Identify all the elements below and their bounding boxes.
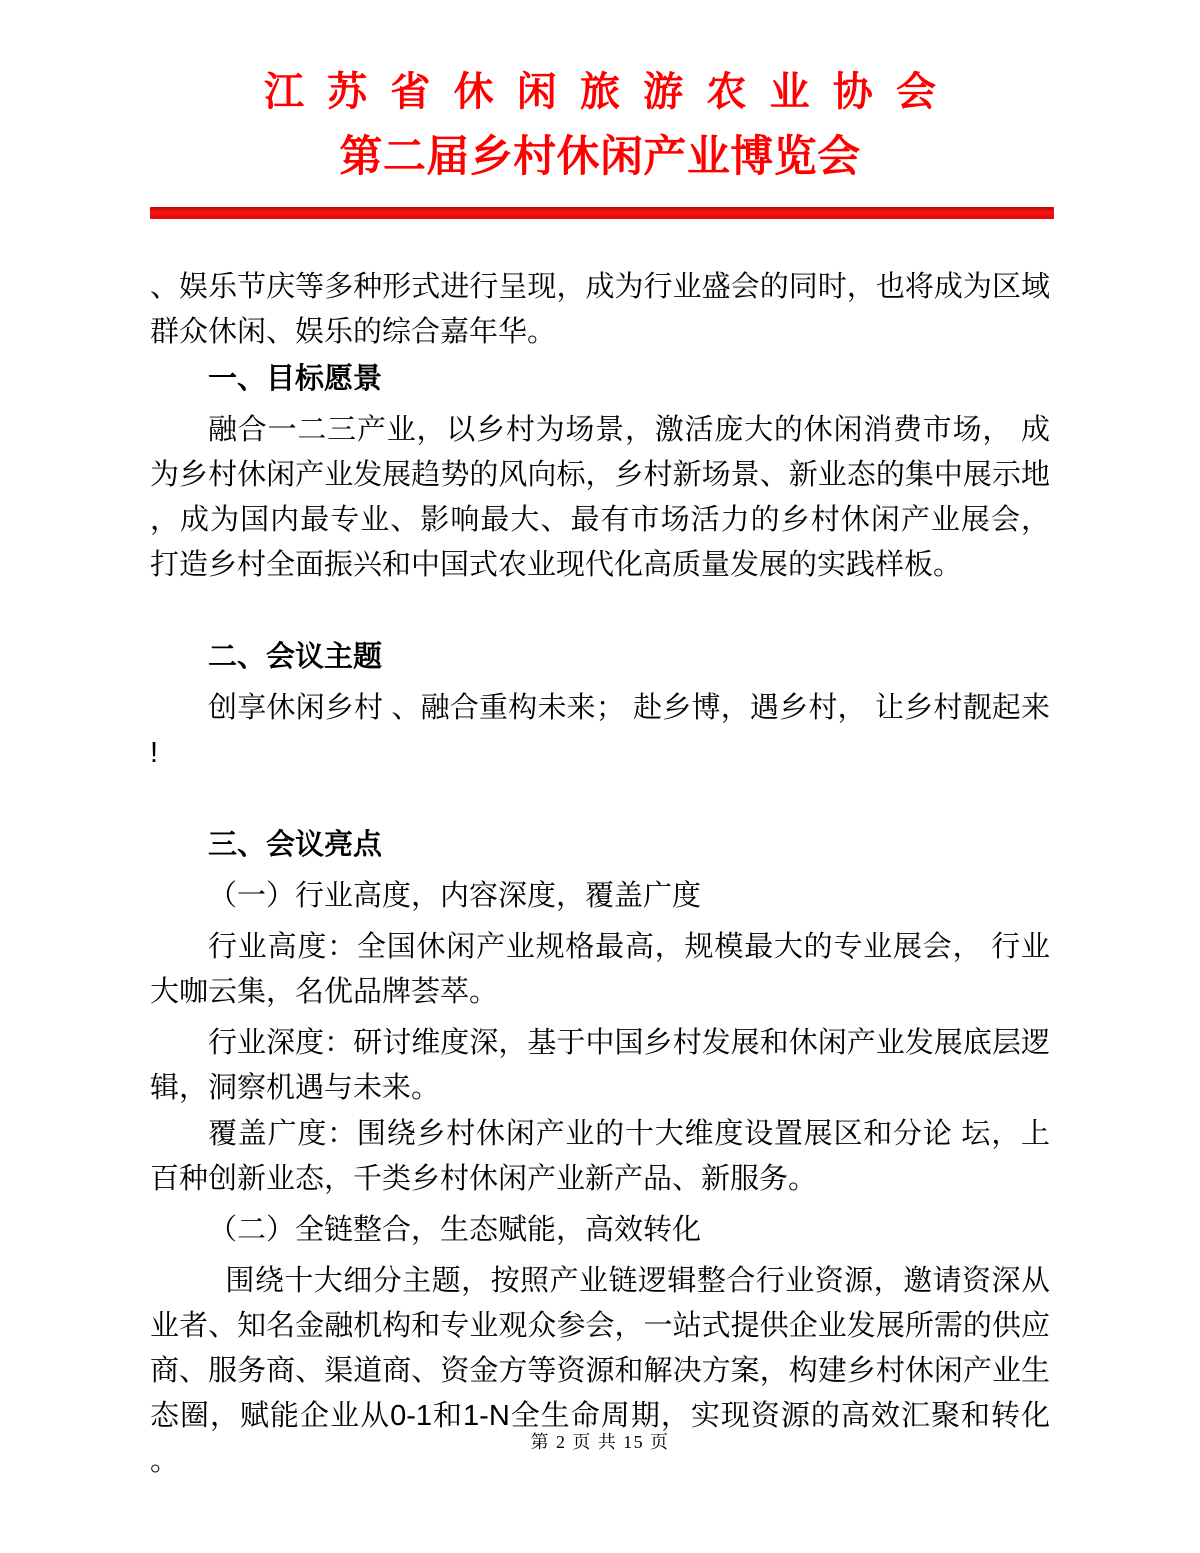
header-divider-rule bbox=[150, 207, 1054, 219]
document-title-line1: 江苏省休闲旅游农业协会 bbox=[263, 70, 960, 114]
paragraph-industry-depth: 行业深度：研讨维度深，基于中国乡村发展和休闲产业发展底层逻辑，洞察机遇与未来。 bbox=[150, 1027, 1050, 1104]
subsection-heading-2: （二）全链整合，生态赋能，高效转化 bbox=[208, 1214, 702, 1246]
paragraph-theme: 创享休闲乡村 、融合重构未来； 赴乡博，遇乡村， 让乡村靓起来! bbox=[150, 692, 1050, 769]
document-body bbox=[150, 265, 1050, 1484]
paragraph-continued: 、娱乐节庆等多种形式进行呈现，成为行业盛会的同时，也将成为区域群众休闲、娱乐的综合嘉年华。 bbox=[150, 271, 1050, 348]
paragraph-integration: 围绕十大细分主题，按照产业链逻辑整合行业资源，邀请资深从业者、知名金融机构和专业观众参会，一站式提供企业发展所需的供应商、服务商、渠道商、资金方等资源和解决方案，构建乡村休闲产业生态圈，赋能企业从0-1和1-N全生命周期，实现资源的高效汇聚和转化。 bbox=[150, 1265, 1050, 1477]
page-number-indicator: 第 2 页 共 15 页 bbox=[530, 1432, 670, 1452]
paragraph-coverage-breadth: 覆盖广度：围绕乡村休闲产业的十大维度设置展区和分论 坛，上百种创新业态，千类乡村休闲产业新产品、新服务。 bbox=[150, 1118, 1050, 1195]
document-title-line2: 第二届乡村休闲产业博览会 bbox=[339, 133, 861, 181]
subsection-heading-1: （一）行业高度，内容深度，覆盖广度 bbox=[208, 880, 702, 912]
section-heading-2: 二、会议主题 bbox=[208, 641, 383, 673]
paragraph-industry-height: 行业高度：全国休闲产业规格最高，规模最大的专业展会， 行业 大咖云集，名优品牌荟萃。 bbox=[150, 931, 1050, 1008]
paragraph-vision: 融合一二三产业，以乡村为场景，激活庞大的休闲消费市场， 成为乡村休闲产业发展趋势的风向标，乡村新场景、新业态的集中展示地，成为国内最专业、影响最大、最有市场活力的乡村休闲产业展会， 打造乡村全面振兴和中国式农业现代化高质量发展的实践样板。 bbox=[150, 414, 1050, 581]
document-header bbox=[0, 0, 1200, 179]
section-heading-1: 一、目标愿景 bbox=[208, 363, 383, 395]
section-heading-3: 三、会议亮点 bbox=[208, 829, 383, 861]
